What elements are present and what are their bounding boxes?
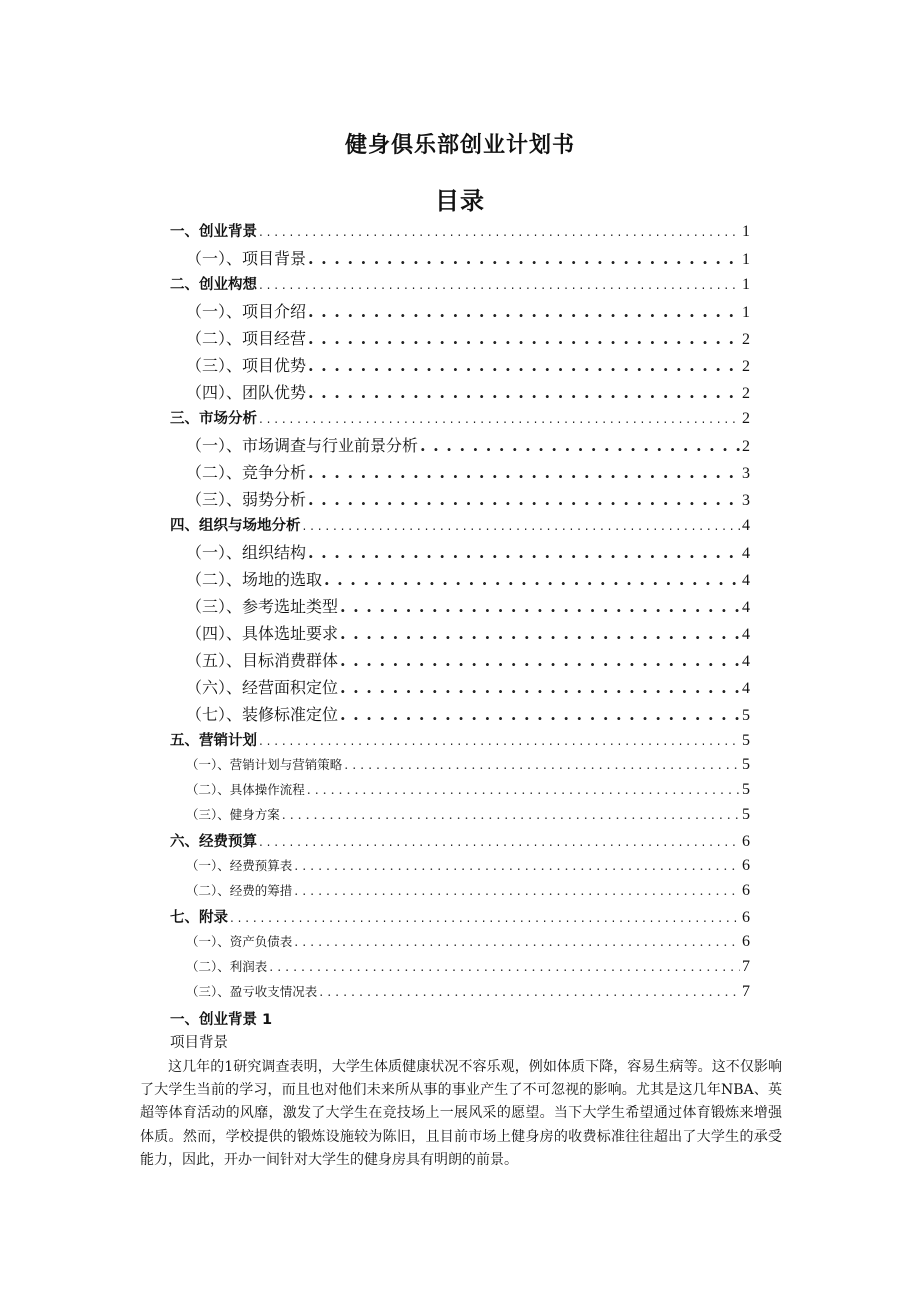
toc-entry-page: 5: [742, 756, 750, 773]
toc-entry-page: 5: [742, 806, 750, 823]
toc-entry[interactable]: [170, 220, 750, 246]
toc-entry-page: 3: [742, 465, 750, 482]
toc-entry-page: 3: [742, 492, 750, 509]
toc-entry[interactable]: [170, 594, 750, 621]
toc-entry[interactable]: [170, 353, 750, 380]
toc-leader-dots: [282, 807, 740, 822]
toc-entry[interactable]: [170, 932, 750, 957]
toc-entry-page: 1: [742, 223, 750, 240]
toc-entry[interactable]: [170, 460, 750, 487]
toc-entry-label: （一）、项目介绍: [186, 302, 307, 321]
toc-entry-page: 6: [742, 833, 750, 850]
toc-leader-dots: [294, 934, 740, 949]
toc-entry-page: 4: [742, 626, 750, 643]
toc-entry[interactable]: [170, 856, 750, 881]
toc-entry-label: （二）、项目经营: [186, 329, 307, 348]
toc-leader-dots: [307, 782, 740, 797]
toc-leader-dots: [308, 463, 740, 482]
toc-entry[interactable]: [170, 540, 750, 567]
toc-entry[interactable]: [170, 648, 750, 675]
toc-entry[interactable]: [170, 487, 750, 514]
toc-entry[interactable]: [170, 407, 750, 433]
toc-entry-label: （一）、资产负债表: [186, 934, 293, 949]
toc-entry-page: 1: [742, 276, 750, 293]
toc-leader-dots: [344, 757, 740, 772]
section-heading: 一、创业背景 1: [170, 1012, 273, 1028]
table-of-contents: [170, 220, 750, 1007]
toc-entry[interactable]: [170, 433, 750, 460]
toc-entry-label: （三）、盈亏收支情况表: [186, 984, 318, 999]
toc-leader-dots: [294, 883, 740, 898]
toc-entry-label: 六、经费预算: [170, 834, 257, 850]
toc-entry-label: （三）、参考选址类型: [186, 597, 339, 616]
toc-entry-label: （二）、场地的选取: [186, 570, 323, 589]
toc-leader-dots: [308, 543, 740, 562]
toc-entry-label: （一）、组织结构: [186, 543, 307, 562]
toc-entry-label: （五）、目标消费群体: [186, 651, 339, 670]
toc-leader-dots: [319, 984, 740, 999]
toc-entry-label: 四、组织与场地分析: [170, 518, 301, 534]
toc-entry-label: 一、创业背景: [170, 224, 257, 240]
toc-leader-dots: [420, 436, 740, 455]
toc-entry[interactable]: [170, 729, 750, 755]
toc-leader-dots: [340, 678, 740, 697]
toc-entry-label: 三、市场分析: [170, 411, 257, 427]
toc-leader-dots: [340, 624, 740, 643]
toc-entry-page: 4: [742, 517, 750, 534]
toc-entry-page: 6: [742, 933, 750, 950]
toc-entry[interactable]: [170, 982, 750, 1007]
toc-entry-label: （二）、利润表: [186, 959, 268, 974]
toc-entry-page: 4: [742, 653, 750, 670]
toc-entry-label: （一）、营销计划与营销策略: [186, 757, 343, 772]
toc-leader-dots: [230, 911, 740, 925]
toc-entry-page: 5: [742, 781, 750, 798]
toc-entry-page: 6: [742, 909, 750, 926]
toc-leader-dots: [340, 651, 740, 670]
toc-leader-dots: [308, 249, 740, 268]
toc-entry-page: 2: [742, 358, 750, 375]
toc-entry[interactable]: [170, 567, 750, 594]
toc-entry-label: （一）、项目背景: [186, 249, 307, 268]
toc-entry[interactable]: [170, 780, 750, 805]
toc-entry[interactable]: [170, 702, 750, 729]
toc-entry[interactable]: [170, 755, 750, 780]
toc-leader-dots: [294, 858, 740, 873]
toc-leader-dots: [308, 302, 740, 321]
toc-leader-dots: [259, 835, 740, 849]
toc-entry[interactable]: [170, 326, 750, 353]
toc-entry-label: （一）、市场调查与行业前景分析: [186, 436, 419, 455]
body-paragraph: 这几年的1研究调查表明，大学生体质健康状况不容乐观，例如体质下降，容易生病等。这不仅影响了大学生当前的学习，而且也对他们未来所从事的事业产生了不可忽视的影响。尤其是这几年NBA、英超等体育活动的风靡，激发了大学生在竞技场上一展风采的愿望。当下大学生希望通过体育锻炼来增强体质。然而，学校提供的锻炼设施较为陈旧，且目前市场上健身房的收费标准往往超出了大学生的承受能力，因此，开办一间针对大学生的健身房具有明朗的前景。: [140, 1059, 782, 1168]
toc-leader-dots: [308, 329, 740, 348]
toc-entry-page: 1: [742, 251, 750, 268]
toc-entry-label: （七）、装修标准定位: [186, 705, 339, 724]
toc-entry-page: 5: [742, 732, 750, 749]
toc-leader-dots: [259, 412, 740, 426]
toc-entry-page: 4: [742, 572, 750, 589]
toc-entry-page: 1: [742, 304, 750, 321]
toc-entry-label: （三）、弱势分析: [186, 490, 307, 509]
toc-entry-page: 6: [742, 882, 750, 899]
toc-leader-dots: [340, 705, 740, 724]
toc-entry-label: 七、附录: [170, 910, 228, 926]
toc-entry-page: 2: [742, 331, 750, 348]
toc-entry[interactable]: [170, 514, 750, 540]
toc-entry[interactable]: [170, 675, 750, 702]
toc-entry-label: 五、营销计划: [170, 733, 257, 749]
toc-entry-page: 4: [742, 680, 750, 697]
toc-entry-label: （四）、具体选址要求: [186, 624, 339, 643]
toc-entry-label: （一）、经费预算表: [186, 858, 293, 873]
toc-entry[interactable]: [170, 805, 750, 830]
toc-leader-dots: [259, 225, 740, 239]
toc-entry[interactable]: [170, 621, 750, 648]
toc-leader-dots: [308, 356, 740, 375]
toc-leader-dots: [308, 490, 740, 509]
toc-entry-label: （二）、竞争分析: [186, 463, 307, 482]
toc-entry-page: 7: [742, 983, 750, 1000]
toc-entry-page: 5: [742, 707, 750, 724]
toc-entry-label: （三）、健身方案: [186, 807, 280, 822]
toc-entry-page: 2: [742, 385, 750, 402]
toc-entry-label: （二）、经费的筹措: [186, 883, 293, 898]
toc-entry[interactable]: [170, 830, 750, 856]
toc-entry[interactable]: [170, 273, 750, 299]
toc-entry-page: 4: [742, 599, 750, 616]
toc-entry[interactable]: [170, 906, 750, 932]
toc-heading: 目录: [435, 187, 485, 215]
document-title: 健身俱乐部创业计划书: [344, 133, 575, 158]
toc-entry[interactable]: [170, 957, 750, 982]
toc-leader-dots: [269, 959, 740, 974]
toc-entry[interactable]: [170, 881, 750, 906]
toc-entry-page: 2: [742, 410, 750, 427]
toc-entry-page: 6: [742, 857, 750, 874]
toc-entry-page: 4: [742, 545, 750, 562]
toc-entry-label: （三）、项目优势: [186, 356, 307, 375]
toc-entry-label: （四）、团队优势: [186, 383, 307, 402]
toc-leader-dots: [340, 597, 740, 616]
toc-entry-page: 7: [742, 958, 750, 975]
toc-entry-label: （二）、具体操作流程: [186, 782, 305, 797]
toc-entry-page: 2: [742, 438, 750, 455]
toc-leader-dots: [259, 734, 740, 748]
toc-leader-dots: [308, 383, 740, 402]
toc-entry[interactable]: [170, 246, 750, 273]
toc-entry[interactable]: [170, 299, 750, 326]
toc-leader-dots: [303, 519, 741, 533]
toc-entry[interactable]: [170, 380, 750, 407]
toc-leader-dots: [324, 570, 740, 589]
toc-entry-label: （六）、经营面积定位: [186, 678, 339, 697]
section-subheading: 项目背景: [170, 1035, 228, 1051]
toc-entry-label: 二、创业构想: [170, 277, 257, 293]
toc-leader-dots: [259, 278, 740, 292]
